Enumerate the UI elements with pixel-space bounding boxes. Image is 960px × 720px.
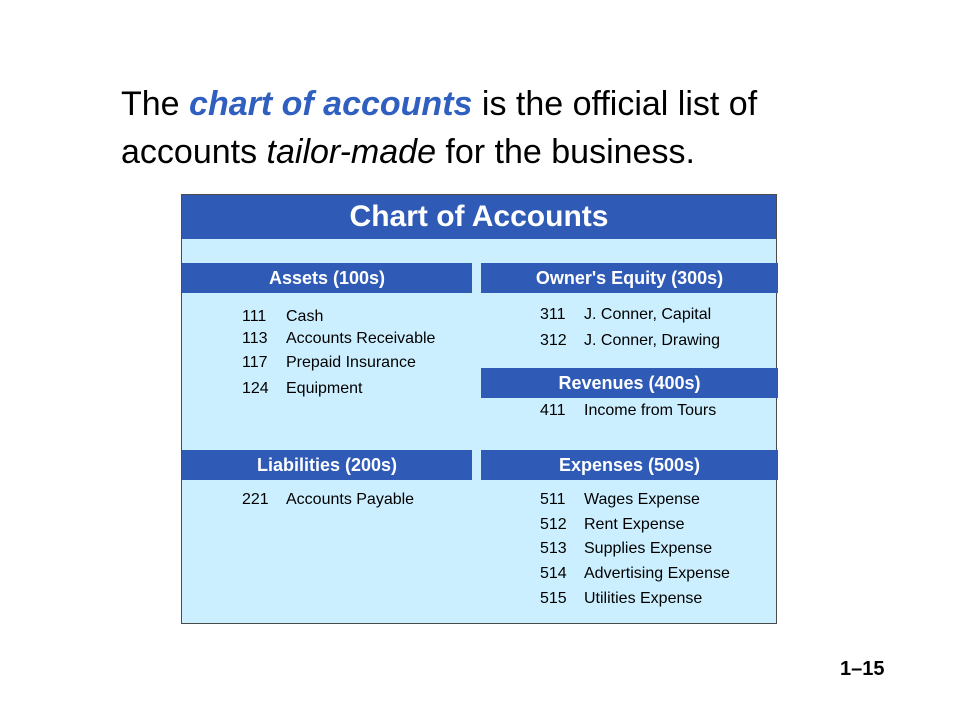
chart-title: Chart of Accounts	[182, 195, 776, 239]
account-name: Cash	[286, 308, 324, 325]
account-name: Rent Expense	[584, 516, 685, 533]
account-number: 117	[242, 354, 268, 371]
headline-emphasis-tailor-made: tailor-made	[266, 133, 436, 171]
revenues-header: Revenues (400s)	[481, 368, 778, 398]
account-name: Equipment	[286, 380, 363, 397]
account-item	[540, 305, 711, 325]
headline-part1: The	[121, 85, 190, 123]
liabilities-header: Liabilities (200s)	[182, 450, 472, 480]
owners-equity-header: Owner's Equity (300s)	[481, 263, 778, 293]
account-name: Supplies Expense	[584, 540, 713, 557]
headline	[121, 80, 861, 176]
account-item	[540, 515, 685, 535]
account-item	[540, 331, 720, 351]
account-number: 311	[540, 306, 566, 323]
headline-part3: for the business.	[435, 133, 695, 171]
account-item	[540, 490, 700, 510]
chart-of-accounts-panel	[181, 194, 777, 624]
account-item	[540, 539, 712, 559]
account-item	[540, 589, 702, 609]
account-item	[242, 379, 363, 399]
headline-emphasis-chart-of-accounts: chart of accounts	[189, 85, 473, 123]
account-item	[540, 401, 716, 421]
account-name: Advertising Expense	[584, 565, 730, 582]
headline-part2: is the official list of accounts	[121, 85, 758, 171]
account-number: 221	[242, 491, 269, 508]
account-number: 511	[540, 491, 566, 508]
account-number: 512	[540, 516, 567, 533]
account-name: Income from Tours	[584, 402, 717, 419]
account-name: J. Conner, Capital	[584, 306, 712, 323]
expenses-header: Expenses (500s)	[481, 450, 778, 480]
slide-number: 1–15	[840, 658, 885, 680]
account-name: Accounts Receivable	[286, 330, 436, 347]
account-number: 411	[540, 402, 566, 419]
account-number: 113	[242, 330, 268, 347]
account-number: 124	[242, 380, 269, 397]
account-number: 111	[242, 308, 267, 325]
assets-header: Assets (100s)	[182, 263, 472, 293]
account-item	[540, 564, 730, 584]
account-number: 515	[540, 590, 567, 607]
account-name: Prepaid Insurance	[286, 354, 416, 371]
account-item	[242, 490, 414, 510]
account-name: Accounts Payable	[286, 491, 415, 508]
account-name: Wages Expense	[584, 491, 700, 508]
account-item	[242, 329, 435, 349]
account-item	[242, 353, 416, 373]
account-number: 312	[540, 332, 567, 349]
account-number: 514	[540, 565, 567, 582]
account-number: 513	[540, 540, 567, 557]
account-name: J. Conner, Drawing	[584, 332, 721, 349]
account-name: Utilities Expense	[584, 590, 703, 607]
account-item	[242, 307, 323, 327]
